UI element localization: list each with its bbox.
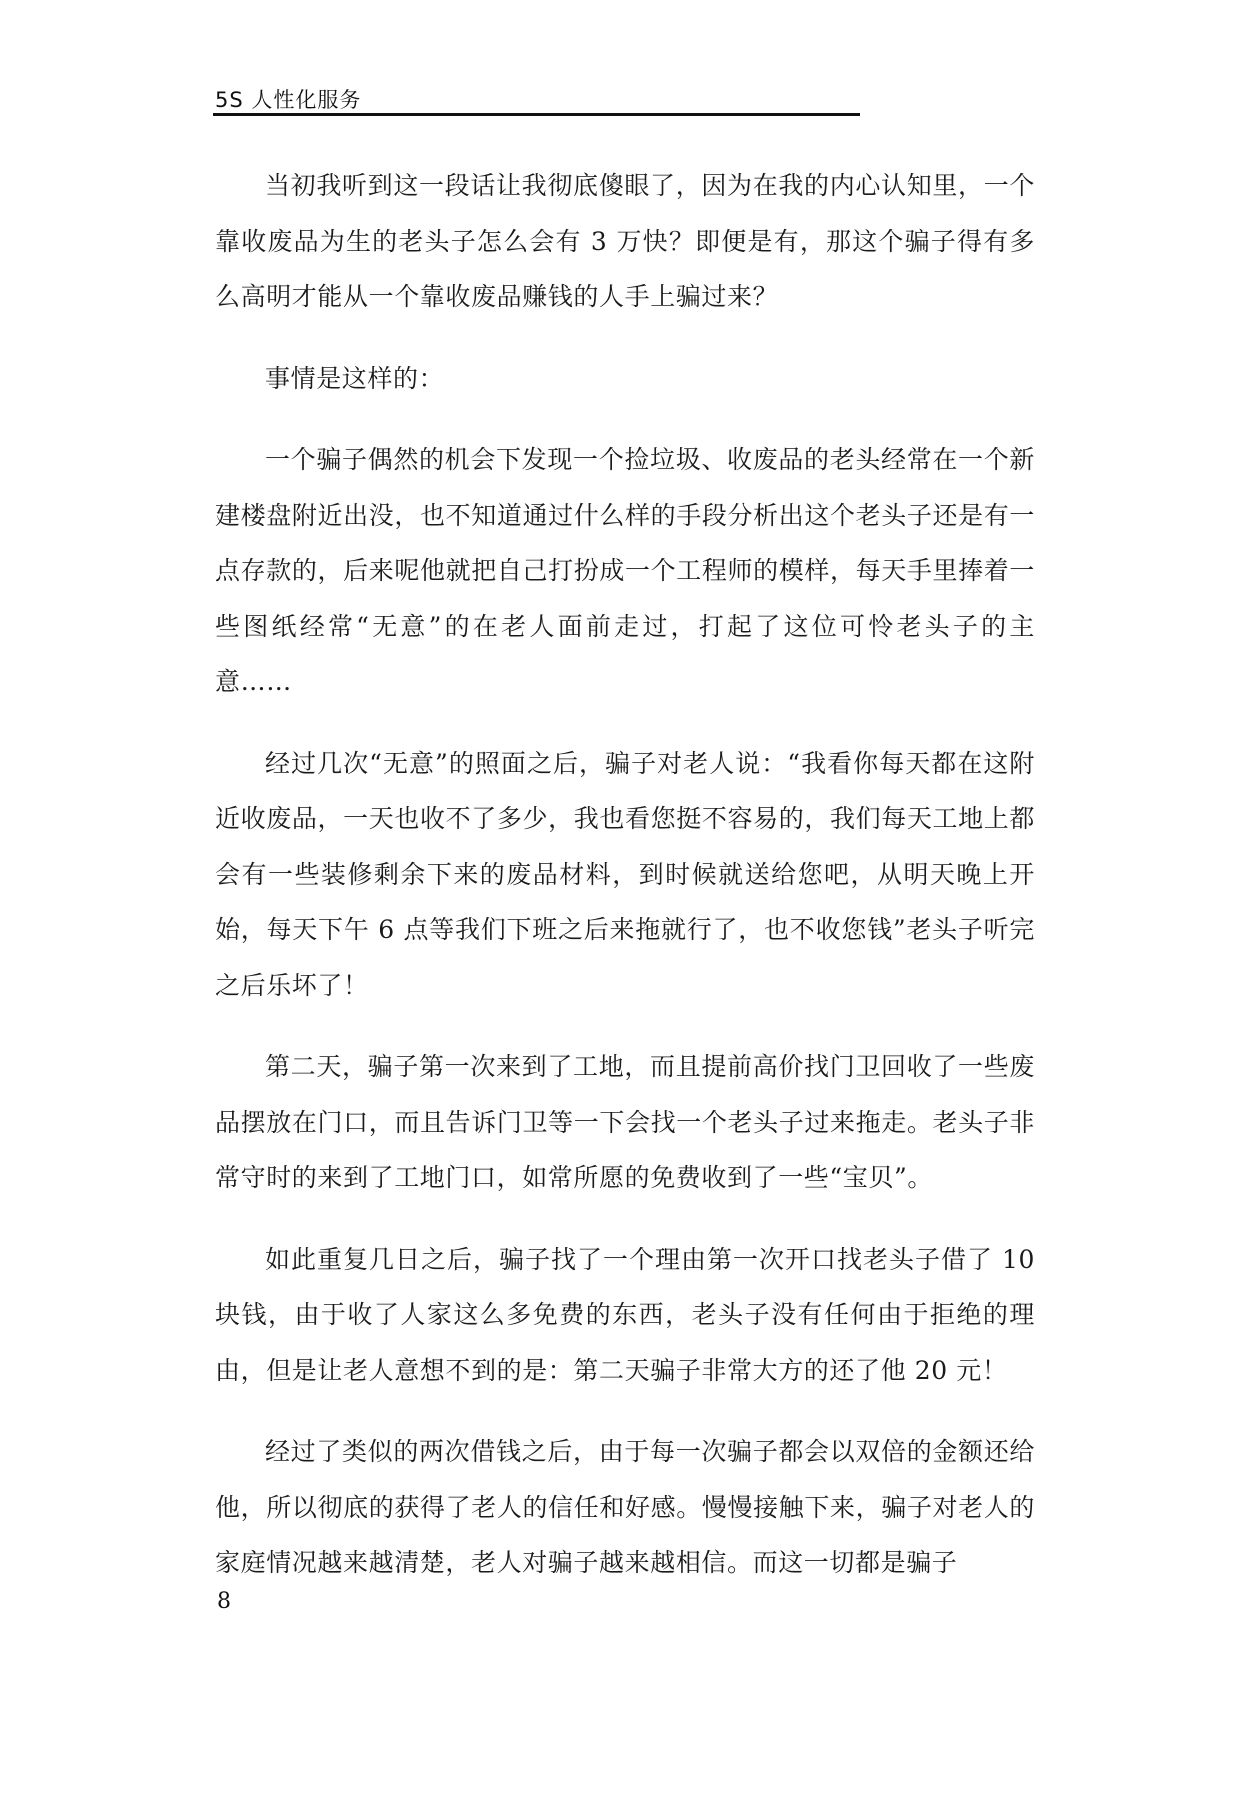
paragraph: 经过几次“无意”的照面之后，骗子对老人说：“我看你每天都在这附近收废品，一天也收不了多少，我也看您挺不容易的，我们每天工地上都会有一些装修剩余下来的废品材料，到时候就送给您吧，从明天晚上开始，每天下午 6 点等我们下班之后来拖就行了，也不收您钱”老头子听完之后乐坏了！: [215, 748, 1035, 1000]
paragraph: 当初我听到这一段话让我彻底傻眼了，因为在我的内心认知里，一个靠收废品为生的老头子怎么会有 3 万快？即便是有，那这个骗子得有多么高明才能从一个靠收废品赚钱的人手上骗过来？: [215, 171, 1035, 311]
paragraph: 第二天，骗子第一次来到了工地，而且提前高价找门卫回收了一些废品摆放在门口，而且告诉门卫等一下会找一个老头子过来拖走。老头子非常守时的来到了工地门口，如常所愿的免费收到了一些“宝贝”。: [215, 1052, 1035, 1192]
page-number: 8: [217, 1589, 231, 1614]
paragraph: 如此重复几日之后，骗子找了一个理由第一次开口找老头子借了 10 块钱，由于收了人家这么多免费的东西，老头子没有任何由于拒绝的理由，但是让老人意想不到的是：第二天骗子非常大方的还了他 20 元！: [215, 1244, 1035, 1385]
paragraph: 事情是这样的：: [265, 363, 445, 393]
paragraph: 一个骗子偶然的机会下发现一个捡垃圾、收废品的老头经常在一个新建楼盘附近出没，也不知道通过什么样的手段分析出这个老头子还是有一点存款的，后来呢他就把自己打扮成一个工程师的模样，每天手里捧着一些图纸经常“无意”的在老人面前走过，打起了这位可怜老头子的主意……: [215, 445, 1035, 696]
body-text: [215, 158, 1035, 1617]
running-header-title: 5S 人性化服务: [215, 88, 362, 112]
header-rule: [213, 113, 860, 116]
paragraph: 经过了类似的两次借钱之后，由于每一次骗子都会以双倍的金额还给他，所以彻底的获得了老人的信任和好感。慢慢接触下来，骗子对老人的家庭情况越来越清楚，老人对骗子越来越相信。而这一切都是骗子: [215, 1437, 1035, 1577]
